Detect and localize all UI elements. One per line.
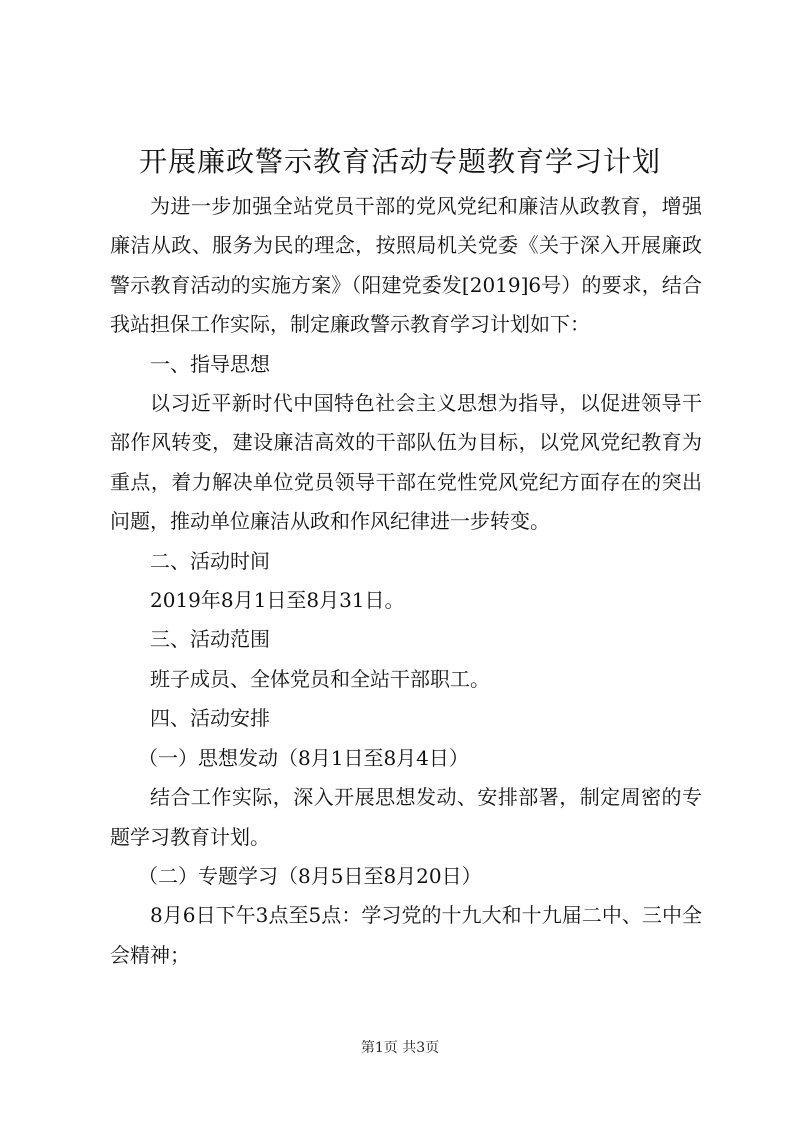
intro-paragraph: 为进一步加强全站党员干部的党风党纪和廉洁从政教育，增强廉洁从政、服务为民的理念，按照局机关党委《关于深入开展廉政警示教育活动的实施方案》（阳建党委发[2019]6号）的要求，结合我站担保工作实际，制定廉政警示教育学习计划如下： (110, 194, 702, 337)
special-study-paragraph: 8月6日下午3点至5点：学习党的十九大和十九届二中、三中全会精神； (110, 903, 702, 967)
activity-time-paragraph: 2019年8月1日至8月31日。 (150, 588, 405, 613)
section-heading-activity-arrangement: 四、活动安排 (150, 706, 270, 731)
subsection-heading-mobilization: （一）思想发动（8月1日至8月4日） (138, 745, 469, 770)
guiding-ideology-paragraph: 以习近平新时代中国特色社会主义思想为指导，以促进领导干部作风转变，建设廉洁高效的干部队伍为目标，以党风党纪教育为重点，着力解决单位党员领导干部在党性党风党纪方面存在的突出问题，推动单位廉洁从政和作风纪律进一步转变。 (110, 391, 702, 534)
document-title: 开展廉政警示教育活动专题教育学习计划 (138, 145, 661, 178)
section-heading-activity-time: 二、活动时间 (150, 548, 270, 573)
activity-scope-paragraph: 班子成员、全体党员和全站干部职工。 (150, 666, 490, 691)
mobilization-paragraph: 结合工作实际，深入开展思想发动、安排部署，制定周密的专题学习教育计划。 (110, 785, 702, 849)
subsection-heading-special-study: （二）专题学习（8月5日至8月20日） (138, 863, 482, 888)
section-heading-guiding-ideology: 一、指导思想 (150, 351, 270, 376)
section-heading-activity-scope: 三、活动范围 (150, 627, 270, 652)
page-number-footer: 第1页 共3页 (360, 1040, 440, 1056)
document-body (110, 187, 702, 975)
